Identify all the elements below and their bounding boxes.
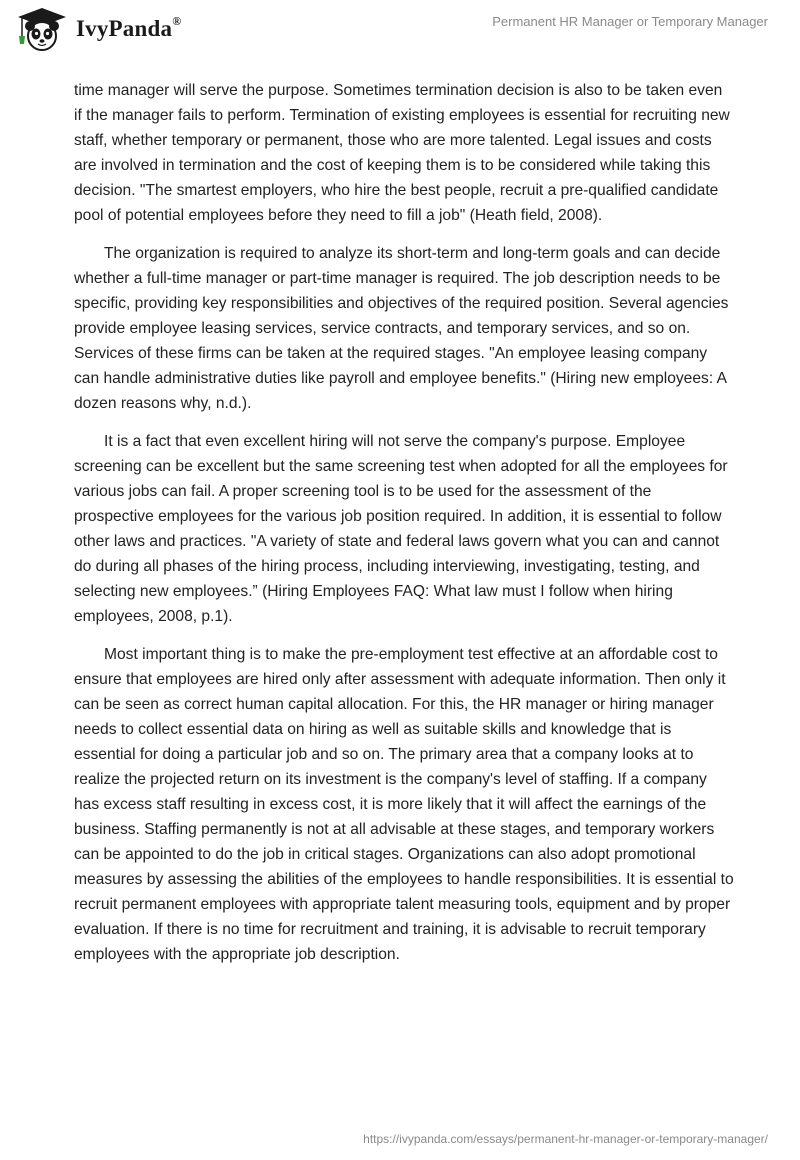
source-url-link[interactable]: https://ivypanda.com/essays/permanent-hr-manager-or-temporary-manager/: [363, 1132, 768, 1146]
page-header: [0, 0, 800, 70]
paragraph-3: It is a fact that even excellent hiring will not serve the company's purpose. Employee screening can be excellent but the same screening test when adopted for all the employees for various jobs can fail. A proper screening tool is to be used for the assessment of the prospective employees for the various job position required. In addition, it is essential to follow other laws and practices. "A variety of state and federal laws govern what you can and cannot do during all phases of the hiring process, including interviewing, investigating, testing, and selecting new employees.” (Hiring Employees FAQ: What law must I follow when hiring employees, 2008, p.1).: [74, 433, 728, 625]
registered-mark: ®: [172, 14, 182, 28]
brand-name: IvyPanda: [76, 16, 173, 41]
paragraph-4: Most important thing is to make the pre-employment test effective at an affordable cost to ensure that employees are hired only after assessment with adequate information. Then only it can be seen as correct human capital allocation. For this, the HR manager or hiring manager needs to collect essential data on hiring as well as suitable skills and knowledge that is essential for doing a particular job and so on. The primary area that a company looks at to realize the projected return on its investment is the company's level of staffing. If a company has excess staff resulting in excess cost, it is more likely that it will affect the earnings of the business. Staffing permanently is not at all advisable at these stages, and temporary workers can be appointed to do the job in critical stages. Organizations can also adopt promotional measures by assessing the abilities of the employees to handle responsibilities. It is essential to recruit permanent employees with appropriate talent measuring tools, equipment and by proper evaluation. If there is no time for recruitment and training, it is advisable to recruit temporary employees with the appropriate job description.: [74, 646, 734, 963]
paragraph-1: time manager will serve the purpose. Sometimes termination decision is also to be taken even if the manager fails to perform. Termination of existing employees is essential for recruiting new staff, whether temporary or permanent, those who are more talented. Legal issues and costs are involved in termination and the cost of keeping them is to be considered while taking this decision. "The smartest employers, who hire the best people, recruit a pre-qualified candidate pool of potential employees before they need to fill a job" (Heath field, 2008).: [74, 82, 730, 224]
essay-body: [74, 78, 734, 980]
logo-wordmark: [76, 16, 181, 42]
ivypanda-logo[interactable]: [14, 6, 181, 52]
panda-graduate-icon: [14, 6, 70, 52]
paragraph-2: The organization is required to analyze its short-term and long-term goals and can decide whether a full-time manager or part-time manager is required. The job description needs to be specific, providing key responsibilities and objectives of the required position. Several agencies provide employee leasing services, service contracts, and temporary services, and so on. Services of these firms can be taken at the required stages. "An employee leasing company can handle administrative duties like payroll and employee benefits." (Hiring new employees: A dozen reasons why, n.d.).: [74, 245, 729, 412]
document-title: Permanent HR Manager or Temporary Manager: [492, 14, 768, 29]
